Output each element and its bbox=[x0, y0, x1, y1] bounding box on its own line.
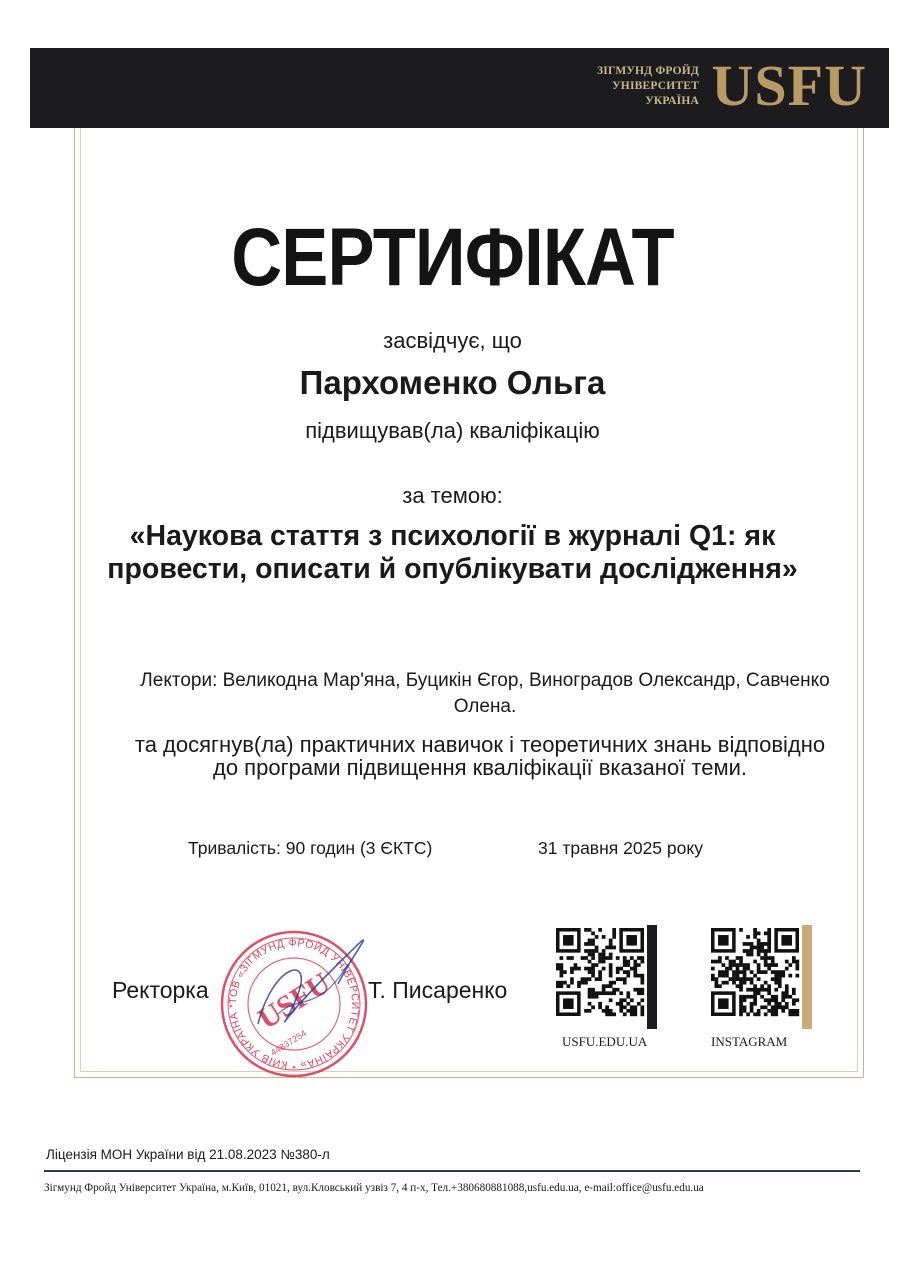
stamp-code: 44837254 bbox=[268, 1027, 309, 1058]
website-qr-code bbox=[553, 925, 657, 1029]
improved-qualification-text: підвищував(ла) кваліфікацію bbox=[305, 418, 600, 443]
achievement-text: та досягнув(ла) практичних навичок і теоретичних знань відповідно до програми підвищення кваліфікації вказаної теми. bbox=[134, 732, 826, 780]
lecturers-list: Лектори: Великодна Мар'яна, Буцикін Єгор, Виноградов Олександр, Савченко Олена. bbox=[140, 670, 830, 717]
instagram-qr-code bbox=[708, 925, 812, 1029]
duration-text: Тривалість: 90 годин (3 ЄКТС) bbox=[188, 838, 433, 858]
license-text: Ліцензія МОН України від 21.08.2023 №380-л bbox=[46, 1147, 330, 1162]
certificate-title: СЕРТИФІКАТ bbox=[231, 212, 674, 303]
footer-address: Зігмунд Фройд Університет Україна, м.Київ, 01021, вул.Кловський узвіз 7, 4 п-х, Тел.+380680881088,usfu.edu.ua, e-mail:office@usfu.edu.ua bbox=[44, 1182, 704, 1194]
issue-date: 31 травня 2025 року bbox=[538, 838, 703, 858]
certifies-text: засвідчує, що bbox=[383, 328, 522, 353]
stamp-logo: USFU bbox=[252, 966, 337, 1036]
stamp-ring-text: ТОВ «ЗІГМУНД ФРОЙД УНІВЕРСИТЕТ УКРАЇНА» * КИЇВ УКРАЇНА * bbox=[226, 936, 362, 1072]
logo-line-2: УНІВЕРСИТЕТ bbox=[612, 80, 699, 92]
footer-divider bbox=[44, 1170, 860, 1172]
usfu-logo: USFU bbox=[711, 53, 867, 118]
logo-line-3: УКРАЇНА bbox=[645, 95, 699, 107]
on-topic-label: за темою: bbox=[402, 483, 503, 508]
website-qr-caption: USFU.EDU.UA bbox=[562, 1034, 648, 1049]
rector-title: Ректорка bbox=[112, 977, 209, 1003]
official-stamp bbox=[218, 924, 370, 1084]
instagram-qr-caption: INSTAGRAM bbox=[711, 1034, 788, 1049]
university-logo-text bbox=[597, 64, 699, 109]
signer-name: Т. Писаренко bbox=[368, 977, 508, 1003]
recipient-name: Пархоменко Ольга bbox=[299, 364, 606, 401]
course-topic: «Наукова стаття з психології в журналі Q1: як провести, описати й опублікувати дослідження» bbox=[107, 520, 798, 585]
header-bar bbox=[30, 48, 889, 128]
logo-line-1: ЗІГМУНД ФРОЙД bbox=[597, 65, 699, 77]
